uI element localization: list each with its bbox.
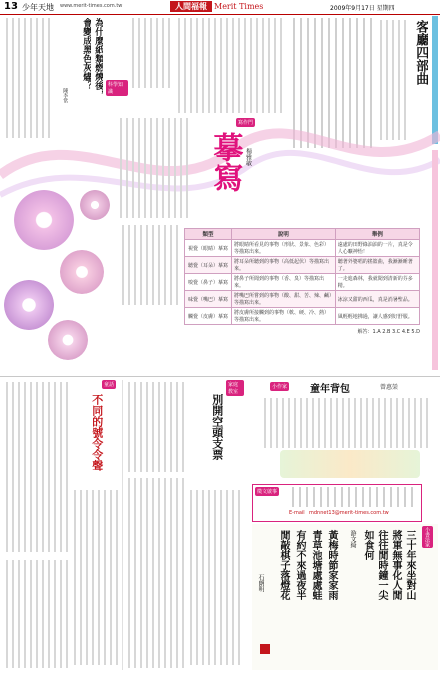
calligraphy-seal [260,644,270,654]
section-name: 少年天地 [22,3,54,12]
calligraphy-line: 三十年來坐對山 [404,530,415,600]
story-tag: 童話 [104,382,115,388]
science-title-2: 會變成黑色灰燼？ [81,18,92,90]
bottom-left-body-2 [4,560,70,668]
calligraphy-line: 閒敲棋子落燈花 [278,530,289,600]
notice-body [289,487,417,507]
poem-tag: 小作家 [272,384,288,390]
calligraphy-artist-1: 游文綺 [349,530,356,548]
family-title: 別開空頭支票 [210,394,224,460]
poem-title: 童年背包 [310,384,350,395]
feature-title-block [196,118,256,228]
science-tag: 科學知識 [106,80,128,96]
family-body-2 [188,490,244,665]
table-row: 視覺（眼睛）摹寫 將眼睛所看見的事物（形狀、景象、色彩）等描寫出來。 遠處的田野綠油油的一片，真是令人心曠神怡！ [185,240,420,257]
paper-logo: 人間福報 [170,1,212,12]
writing-types-table-wrap [184,228,420,335]
writing-types-table [184,228,420,325]
table-header-desc: 說明 [232,229,336,240]
right-margin-stripe [432,150,438,370]
issue-date: 2009年9月17日 星期四 [330,5,395,12]
science-title-1: 為什麼紙類燃燒後， [93,18,104,99]
notice-email-label: E-mail [289,510,305,516]
story-body [72,490,120,665]
notice-block [252,484,422,522]
feature-title: 摹寫 [207,132,243,192]
family-tag: 家庭教室 [226,380,244,396]
story-title: 不同的號令令聲 [90,394,104,471]
feature-author: 楊雅敏 [244,148,252,166]
family-article [188,380,244,670]
calligraphy-line: 將軍無事化人閒 [390,530,401,600]
table-header-type: 類型 [185,229,232,240]
calligraphy-tag: 小書法家 [422,526,433,548]
poem-author: 曾惠榮 [380,384,399,391]
calligraphy-line: 如食何 [362,530,373,560]
bottom-left-body-1 [4,382,70,552]
page-number: 13 [4,1,18,12]
answer-options [120,225,178,305]
science-author: 陳李常 [62,88,69,103]
table-row: 味覺（嘴巴）摹寫 將嘴巴所嘗到的事物（酸、甜、苦、辣、鹹）等描寫出來。 冰涼又甜的西瓜，真是消暑聖品。 [185,291,420,308]
column-divider [122,380,123,670]
exercise-questions [118,118,188,218]
calligraphy-line: 往往閒時鐘一尖 [376,530,387,600]
calligraphy-block [252,524,438,670]
family-body-1 [126,382,186,472]
notice-email[interactable]: mdnnet13@merit-times.com.tw [309,510,389,516]
science-article-body-1 [130,18,174,88]
calligraphy-line: 青草池塘處處蛙 [310,530,321,600]
answer-key: 解答：1.A 2.B 3.C 4.E 5.D [357,329,420,335]
poem-body [262,398,432,448]
flower-decoration [0,160,120,390]
feature-column-tag: 寫作門 [238,120,254,126]
paper-name-en: Merit Times [214,2,264,11]
section-divider [0,376,440,377]
table-row: 嗅覺（鼻子）摹寫 將鼻子所聞到的事物（香、臭）等描寫出來。 一走進森林，我就聞到清新的芬多精。 [185,274,420,291]
table-row: 觸覺（皮膚）摹寫 將皮膚所接觸到的事物（軟、硬、冷、熱）等描寫出來。 風輕輕地拂過，讓人感到好舒服。 [185,308,420,325]
family-body-3 [126,478,186,668]
calligraphy-line: 黃梅時節家家雨 [326,530,337,600]
right-article-title: 客廳四部曲 [413,20,429,85]
calligraphy-artist-2: 石朗明 [257,574,264,592]
story-article [72,380,120,670]
poem-block [250,380,436,480]
page-header [0,0,440,15]
science-article-body-2 [176,18,286,113]
table-header-example: 舉例 [335,229,419,240]
poem-illustration [280,450,420,478]
notice-tag: 徵文啟事 [257,489,278,495]
site-url[interactable]: www.merit-times.com.tw [60,3,123,9]
calligraphy-line: 有約不來過夜半 [294,530,305,600]
table-row: 聽覺（耳朵）摹寫 將耳朵所聽到的事物（高低起伏）等描寫出來。 聽著外婆唱的搖籃曲，我漸漸睡著了。 [185,257,420,274]
